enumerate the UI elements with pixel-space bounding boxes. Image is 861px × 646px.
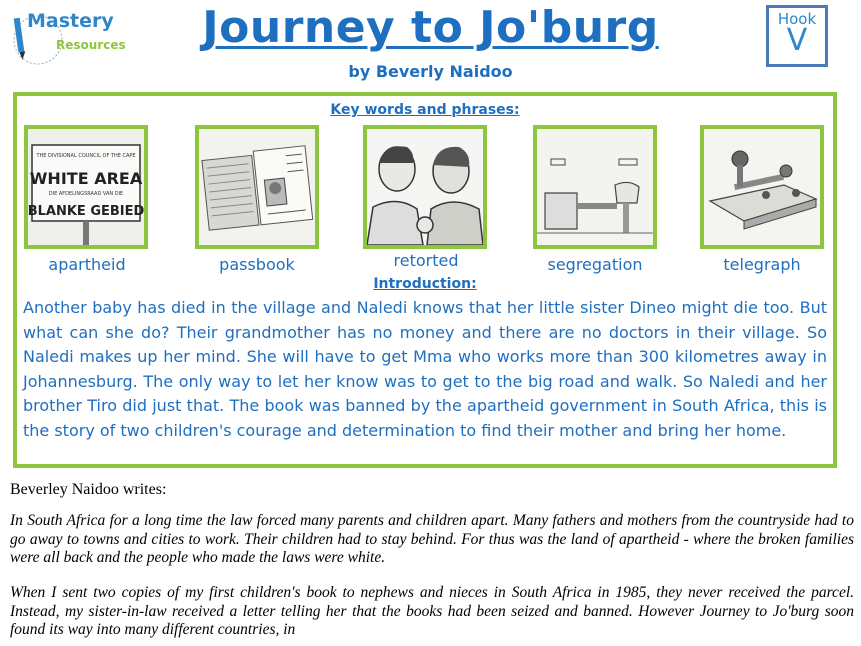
page-title: Journey to Jo'burg	[202, 2, 659, 53]
author-note-lead: Beverley Naidoo writes:	[10, 481, 167, 498]
caption-apartheid: apartheid	[48, 255, 126, 274]
caption-retorted: retorted	[393, 251, 459, 270]
segregated-fountains-icon	[533, 125, 657, 249]
sign-bottom-text: BLANKE GEBIED	[28, 204, 144, 219]
key-words-panel	[13, 92, 837, 468]
introduction-text: Another baby has died in the village and Naledi knows that her little sister Dineo might die too. But what can she do? Their grandmother has no money and there are no doctors in their village. So Naledi makes up her mind. She will have to get Mma who works more than 300 kilometres away in Johannesburg. The only way to let her know was to get to the big road and walk. So Naledi and her brother Tiro did just that. The book was banned by the apartheid government in South Africa, this is the story of two children's courage and determination to find their mother and bring her home.	[23, 298, 827, 440]
apartheid-picture	[24, 125, 148, 249]
passbook-icon	[195, 125, 319, 249]
hook-label: Hook	[777, 10, 817, 28]
caption-segregation: segregation	[547, 255, 643, 274]
author-quote-paragraph-2: When I sent two copies of my first children's book to nephews and nieces in South Africa in 1985, they never received the parcel. Instead, my sister-in-law received a letter telling her that the books had been seized and banned. However Journey to Jo'burg soon found its way into many different countries, in	[10, 584, 854, 638]
two-men-arguing-icon	[363, 125, 487, 249]
introduction-heading: Introduction:	[373, 276, 477, 292]
telegraph-key-icon	[700, 125, 824, 249]
hook-letter: V	[786, 23, 808, 58]
logo-name-line2: Resources	[56, 38, 126, 52]
sign-sub-text: DIE AFDELINGSRAAD VAN DIE	[48, 191, 124, 197]
author-quote-paragraph-1: In South Africa for a long time the law forced many parents and children apart. Many fathers and mothers from the countryside had to go away to towns and cities to work. Their children had to stay behind. For thus was the land of apartheid - where the broken families were all back and the people who made the laws were white.	[10, 512, 854, 566]
key-words-heading: Key words and phrases:	[330, 102, 520, 118]
hook-badge	[766, 5, 828, 67]
logo-name-line1: Mastery	[27, 10, 114, 32]
caption-passbook: passbook	[219, 255, 295, 274]
page-subtitle: by Beverly Naidoo	[348, 62, 513, 81]
sign-main-text: WHITE AREA	[29, 169, 143, 188]
caption-telegraph: telegraph	[723, 255, 801, 274]
sign-top-text: THE DIVISIONAL COUNCIL OF THE CAPE	[36, 153, 136, 159]
